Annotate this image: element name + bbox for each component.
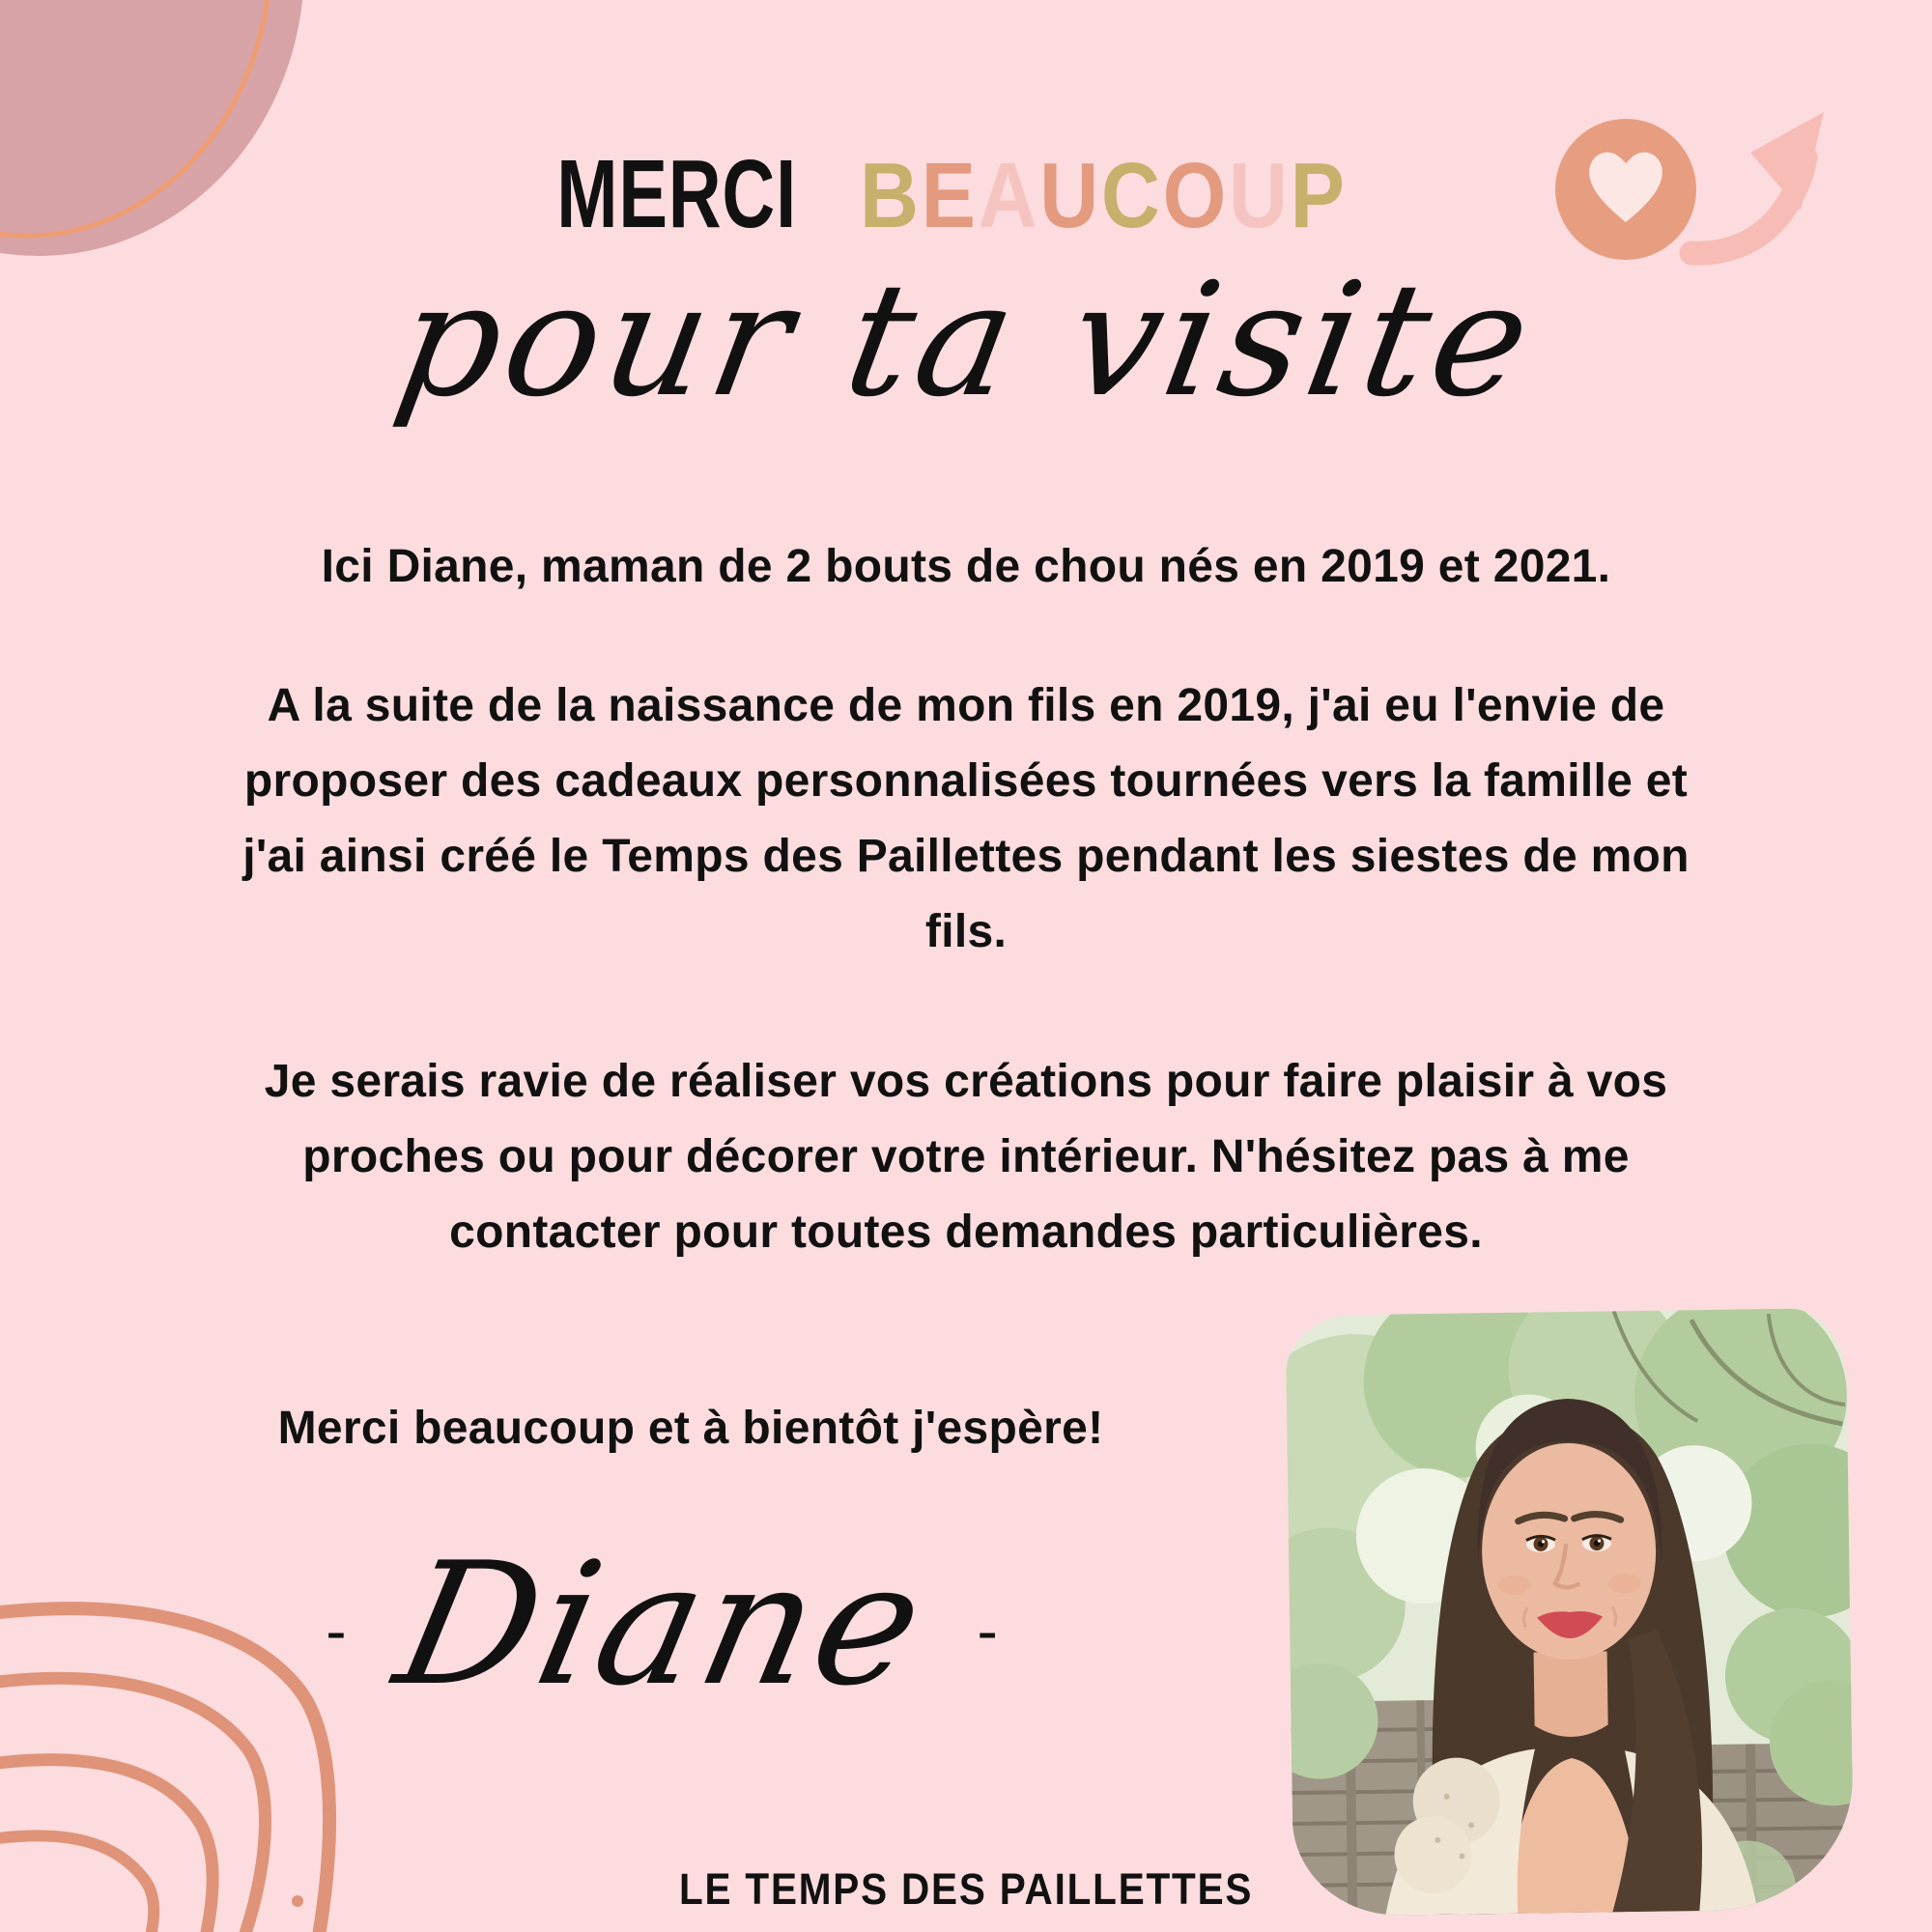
offer-line: Je serais ravie de réaliser vos créations pour faire plaisir à vos (264, 1056, 1668, 1107)
beaucoup-letter: C (1100, 144, 1163, 247)
beaucoup-letter: U (1228, 144, 1291, 247)
story-line: proposer des cadeaux personnalisées tournées vers la famille et (243, 755, 1689, 807)
intro-paragraph (0, 529, 1932, 605)
beaucoup-letter: O (1162, 144, 1229, 247)
profile-photo (1286, 1308, 1855, 1917)
offer-line: proches ou pour décorer votre intérieur. N'hésitez pas à me (302, 1131, 1630, 1182)
signature-right-dash: - (977, 1596, 998, 1665)
offer-line: contacter pour toutes demandes particulières. (449, 1207, 1483, 1258)
intro-line: Ici Diane, maman de 2 bouts de chou nés en 2019 et 2021. (321, 541, 1611, 592)
brand-name: LE TEMPS DES PAILLETTES (678, 1864, 1254, 1914)
beaucoup-letter: U (1039, 144, 1101, 247)
beaucoup-letter: P (1290, 144, 1348, 247)
brand-footer (0, 1864, 1932, 1915)
story-line: A la suite de la naissance de mon fils en 2019, j'ai eu l'envie de (267, 680, 1665, 731)
signature-left-dash: - (326, 1596, 347, 1665)
headline-word-merci: MERCI (555, 140, 797, 248)
story-line: fils. (924, 906, 1008, 957)
signature (159, 1499, 1164, 1750)
subtitle-script (0, 220, 1932, 462)
offer-paragraph (0, 1044, 1932, 1270)
beaucoup-letter: B (859, 144, 922, 247)
neck (1534, 1651, 1608, 1737)
signature-name: Diane (381, 1526, 943, 1723)
story-paragraph (0, 668, 1932, 970)
closing-text: Merci beaucoup et à bientôt j'espère! (277, 1403, 1104, 1454)
beaucoup-letter: E (921, 144, 979, 247)
subtitle-script-text: pour ta visite (384, 250, 1548, 432)
story-line: j'ai ainsi créé le Temps des Paillettes pendant les siestes de mon (242, 831, 1690, 882)
beaucoup-letter: A (978, 144, 1040, 247)
closing-line (111, 1391, 1270, 1466)
profile-photo-illustration (1286, 1308, 1855, 1917)
